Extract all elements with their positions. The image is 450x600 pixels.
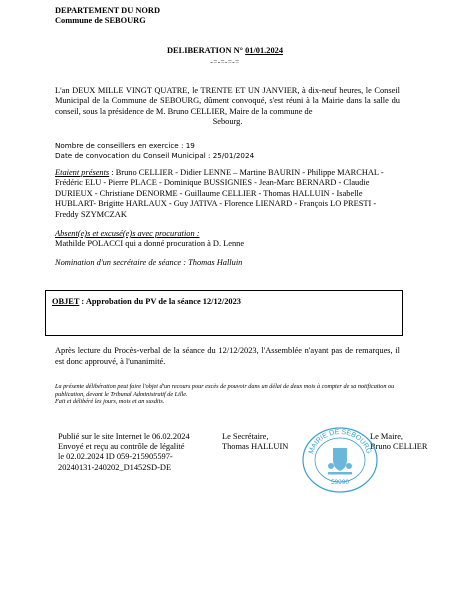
deliberation-number: 01/01.2024	[245, 46, 284, 55]
intro-paragraph	[55, 86, 400, 128]
convocation-date: Date de convocation du Conseil Municipal : 25/01/2024	[55, 151, 255, 160]
mayor-title: Le Maire,	[370, 432, 404, 441]
present-members	[55, 168, 395, 220]
absent-list: Mathilde POLACCI qui a donné procuration à D. Lenne	[55, 239, 245, 249]
objet-label: OBJET	[52, 297, 80, 306]
legal-notice-done: Fait et délibéré les jours, mois et an susdits.	[55, 398, 165, 406]
deliberation-body: Après lecture du Procès-verbal de la séance du 12/12/2023, l'Assemblée n'ayant pas de remarques, il est donc approuvé, à l'unanimité.	[55, 346, 400, 366]
publication-line-2: Envoyé et reçu au contrôle de légalité	[58, 442, 185, 452]
stamp-text: MAIRIE DE SEBOURG	[307, 428, 373, 455]
intro-last-line: Sebourg.	[212, 117, 243, 127]
deliberation-title	[0, 46, 450, 55]
absent-members	[55, 229, 395, 250]
document-header	[55, 6, 160, 26]
publication-line-4: 20240131-240202_D1452SD-DE	[58, 462, 172, 472]
title-separator: -=-=-=-=	[210, 58, 240, 66]
secretary-nomination: Nomination d'un secrétaire de séance : Thomas Halluin	[55, 258, 243, 267]
absent-label: Absent(e)s et excusé(e)s avec procuration :	[55, 229, 200, 238]
councillor-count: Nombre de conseillers en exercice : 19	[55, 141, 195, 150]
legal-notice-recourse: La présente délibération peut faire l'objet d'un recours pour excès de pouvoir dans un délai de deux mois à compter de sa notification ou publication, devant le Tribunal Administratif de Lille.	[55, 383, 395, 398]
commune-name: Commune de SEBOURG	[55, 16, 146, 25]
secretary-signature	[222, 432, 288, 452]
legal-notice	[55, 383, 400, 406]
stamp-code: 59990	[330, 479, 350, 486]
present-list: : Bruno CELLIER - Didier LENNE – Martine BAURIN - Philippe MARCHAL - Frédéric ELU - Pierre PLACE - Dominique BUSSIGNIES - Jean-Marc BERNARD - Claudie DURIEUX - Christiane DENORME - Guillaume CELLIER - Thomas HALLUIN - Isabelle HUBLART- Brigitte HARLAUX - Guy JATIVA - Florence LIENARD - François LO PRESTI - Freddy SZYMCZAK	[55, 168, 384, 219]
mayor-name: Bruno CELLIER	[370, 442, 428, 452]
secretary-name: Thomas HALLUIN	[222, 442, 289, 452]
secretary-title: Le Secrétaire,	[222, 432, 269, 441]
intro-text: L'an DEUX MILLE VINGT QUATRE, le TRENTE ET UN JANVIER, à dix-neuf heures, le Conseil Municipal de la Commune de SEBOURG, dûment convoqué, s'est réuni à la Mairie dans la salle du conseil, sous la présidence de M. Bruno CELLIER, Maire de la commune de	[55, 86, 400, 116]
publication-line-3: le 02.02.2024 ID 059-215905597-	[58, 452, 173, 462]
objet-text: : Approbation du PV de la séance 12/12/2023	[79, 297, 241, 306]
publication-line-1: Publié sur le site Internet le 06.02.2024	[58, 432, 190, 441]
department-name: DEPARTEMENT DU NORD	[55, 6, 161, 15]
mairie-stamp	[300, 426, 380, 494]
deliberation-prefix: DELIBERATION N°	[166, 46, 246, 55]
objet-line	[52, 297, 241, 306]
publication-info	[58, 432, 190, 473]
present-label: Etaient présents	[55, 168, 110, 177]
crest-icon	[328, 448, 352, 475]
